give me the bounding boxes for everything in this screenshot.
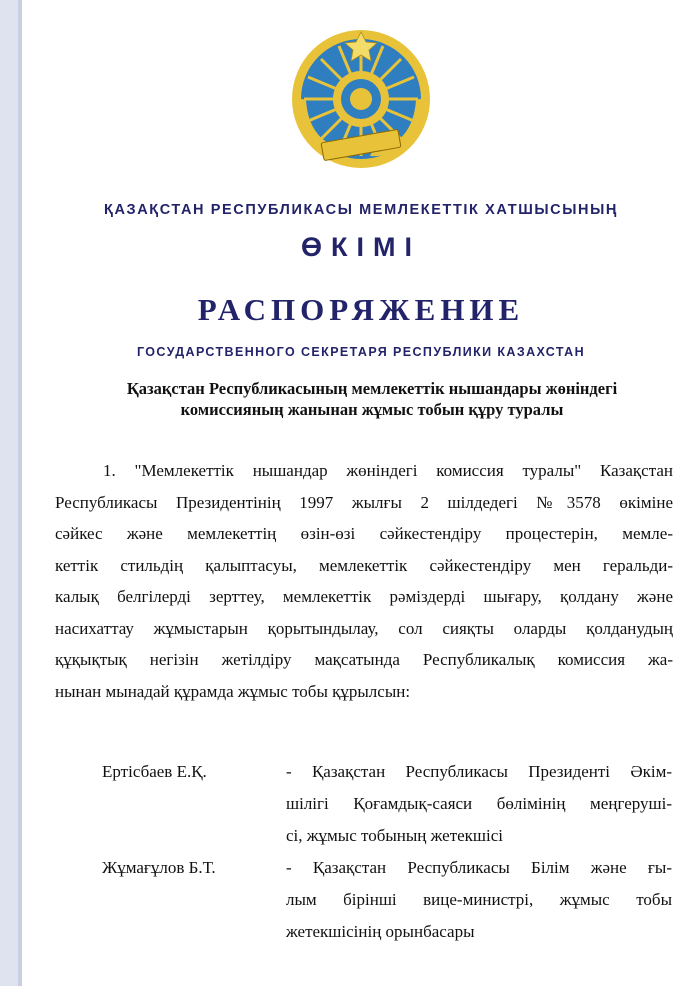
paragraph-line: сәйкес және мемлекеттің өзін-өзі сәйкестендіру процестерін, мемле- — [55, 524, 673, 543]
paragraph-1 — [55, 455, 673, 707]
paragraph-line: калық белгілерді зерттеу, мемлекеттік рәміздерді шығару, қолдану және — [55, 587, 673, 606]
paragraph-line: 1. "Мемлекеттік нышандар жөніндегі комиссия туралы" Казақстан — [103, 461, 673, 480]
member-name: Жұмағұлов Б.Т. — [102, 858, 216, 877]
member-role-line: сі, жұмыс тобының жетекшісі — [286, 826, 504, 845]
header-rasporyazhenie: РАСПОРЯЖЕНИЕ — [197, 292, 525, 327]
header-okimi: ӨКІМІ — [301, 232, 421, 262]
kazakhstan-state-emblem-icon — [290, 28, 432, 170]
subject-line: комиссияның жанынан жұмыс тобын құру туралы — [180, 400, 564, 419]
member-role-line: - Қазақстан Республикасы Президенті Әкім- — [286, 762, 672, 781]
member-role-line: лым бірінші вице-министрі, жұмыс тобы — [286, 890, 672, 909]
member-role-line: - Қазақстан Республикасы Білім және ғы- — [286, 858, 672, 877]
paragraph-line: насихаттау жұмыстарын қорытындылау, сол сияқты оларды қолданудың — [55, 618, 673, 638]
member-name: Ертісбаев Е.Қ. — [102, 762, 207, 781]
member-role — [286, 852, 672, 948]
member-role-line: шілігі Қоғамдық-саяси бөлімінің меңгеруші- — [286, 794, 672, 813]
member-role — [286, 756, 672, 852]
paragraph-line: Республикасы Президентінің 1997 жылғы 2 шілдедегі №3578 өкіміне — [55, 492, 673, 512]
header-kazakh-title: ҚАЗАҚСТАН РЕСПУБЛИКАСЫ МЕМЛЕКЕТТІК ХАТШЫСЫНЫҢ — [104, 202, 618, 218]
document-subject — [102, 378, 642, 420]
subject-line: Қазақстан Республикасының мемлекеттік нышандары жөніндегі — [126, 379, 618, 398]
document-page — [22, 0, 700, 986]
paragraph-line: құқықтық негізін жетілдіру мақсатында Республикалық комиссия жа- — [55, 650, 673, 669]
header-russian-title: ГОСУДАРСТВЕННОГО СЕКРЕТАРЯ РЕСПУБЛИКИ КАЗАХСТАН — [136, 345, 585, 359]
paragraph-line: нынан мынадай құрамда жұмыс тобы құрылсын: — [55, 681, 411, 701]
member-role-line: жетекшісінің орынбасары — [286, 922, 475, 941]
paragraph-line: кеттік стильдің қалыптасуы, мемлекеттік сәйкестендіру мен геральди- — [55, 555, 673, 575]
